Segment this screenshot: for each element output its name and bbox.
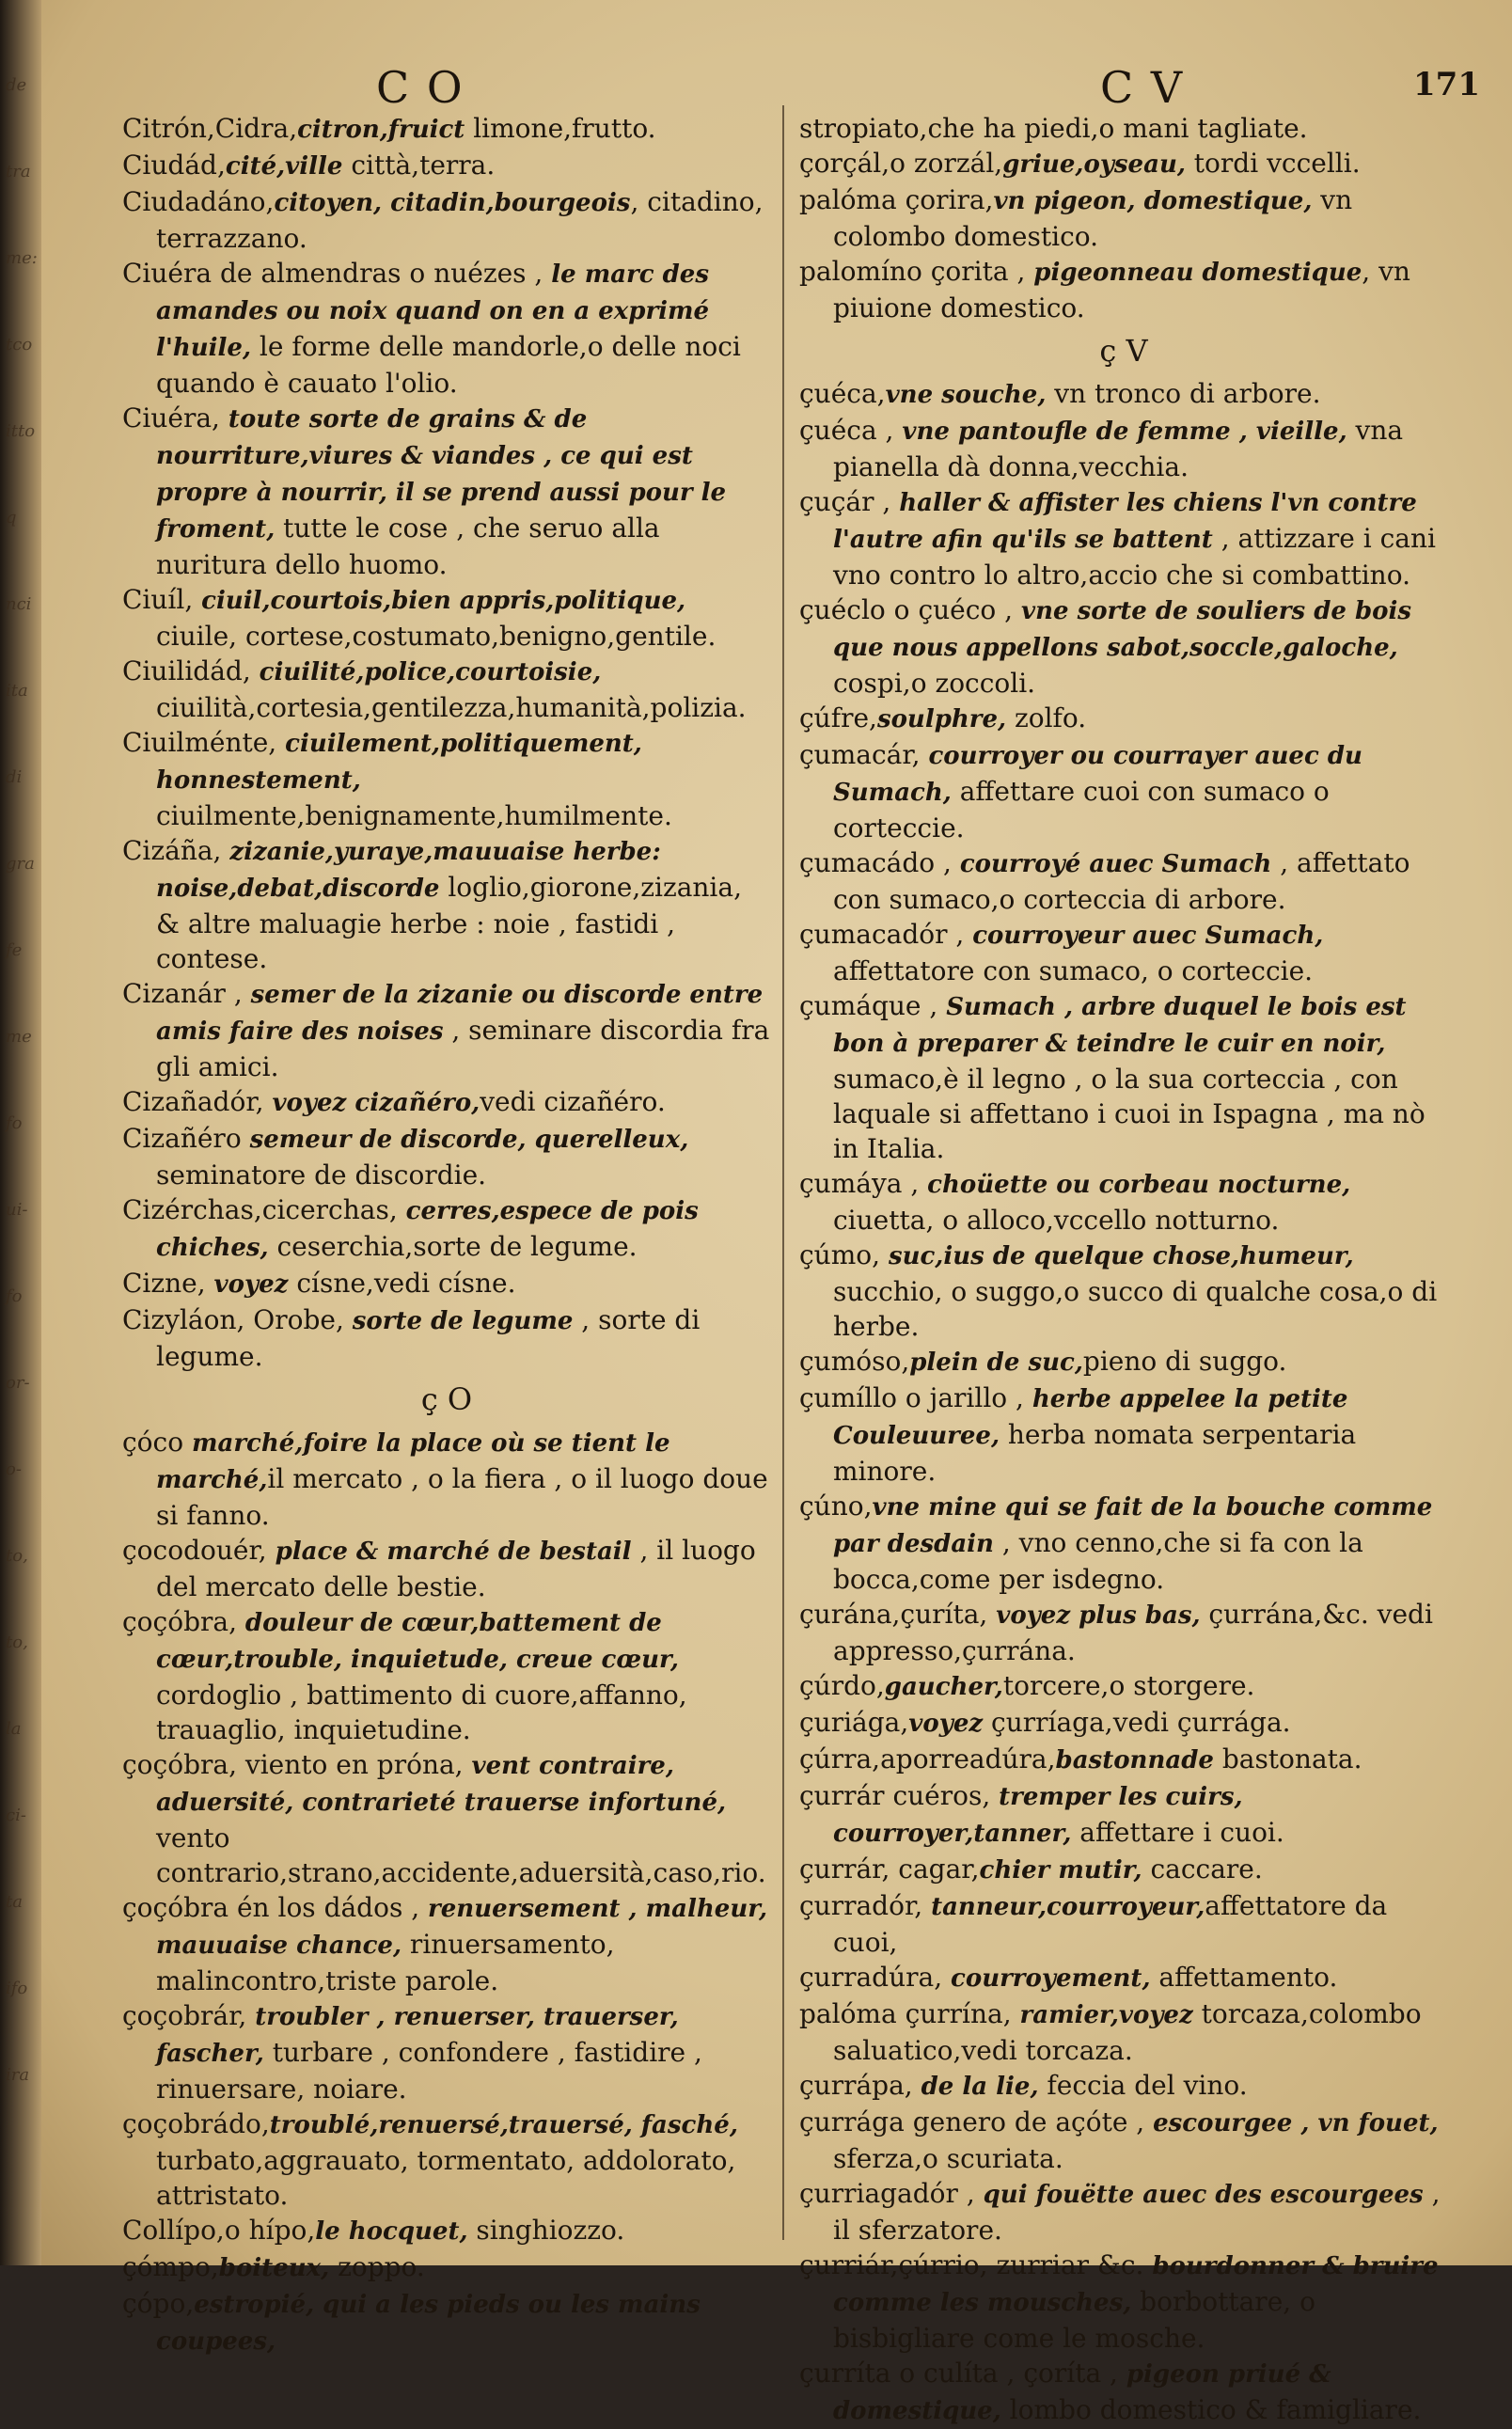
headword: çurradúra, [799,1962,952,1993]
dictionary-entry [122,184,771,256]
dictionary-entry [799,146,1448,182]
dictionary-entry [122,148,771,184]
french-gloss: qui fouëtte auec des escourgees [983,2181,1424,2209]
italian-gloss: vn tronco di arbore. [1046,378,1321,409]
dictionary-entry [799,1380,1448,1489]
headword: çurrápa, [799,2070,921,2101]
italian-gloss: lombo domestico & famigliare. [1000,2394,1422,2425]
italian-gloss: ciuetta, o alloco,vccello notturno. [833,1205,1280,1236]
french-gloss: toute sorte de grains & de nourriture,viures & viandes , ce qui est propre à nourrir, il se prend aussi pour le froment, [156,405,727,544]
italian-gloss: le forme delle mandorle,o delle noci quando è cauato l'olio. [156,331,741,399]
headword: çurriagadór , [799,2178,984,2209]
headword: çuçár , [799,486,900,517]
italian-gloss: , vno cenno,che si fa con la bocca,come per isdegno. [833,1527,1363,1595]
margin-fragment: ui- [6,1200,28,1220]
dictionary-entry [799,1996,1448,2068]
italian-gloss: cospi,o zoccoli. [833,668,1036,699]
margin-fragment: gra [6,854,35,874]
margin-fragment: tra [6,162,31,181]
headword: çumóso, [799,1346,910,1377]
french-gloss: courroyeur auec Sumach, [972,922,1324,950]
margin-fragment: la [6,1719,22,1739]
headword: çumáya , [799,1168,928,1199]
french-gloss: pigeonneau domestique [1033,259,1362,287]
french-gloss: estropié, qui a les pieds ou les mains coupees, [156,2291,701,2356]
dictionary-entry [799,111,1448,146]
french-gloss: suc,ius de quelque chose,humeur, [888,1242,1354,1270]
margin-fragment: me: [6,248,38,268]
dictionary-entry [799,2356,1448,2429]
italian-gloss: sferza,o scuriata. [833,2143,1063,2174]
french-gloss: ciuil,courtois,bien appris,politique, [201,587,686,615]
italian-gloss: zoppo. [329,2251,425,2282]
french-gloss: troublé,renuersé,trauersé, fasché, [269,2111,738,2139]
italian-gloss: il mercato , o la fiera , o il luogo doue si fanno. [156,1463,768,1531]
french-gloss: sorte de legume [352,1307,574,1335]
italian-gloss: ciuile, cortese,costumato,benigno,gentile. [156,621,717,652]
headword: çúfre, [799,702,877,733]
headword: çoçóbra, [122,1606,245,1637]
headword: çópo, [122,2288,195,2319]
headword: Citrón,Cidra, [122,113,298,144]
margin-fragment: fo [6,1286,23,1306]
italian-gloss: zolfo. [1006,702,1087,733]
italian-gloss: , vn piuione domestico. [833,256,1410,323]
italian-gloss: cordoglio , battimento di cuore,affanno, trauaglio, inquietudine. [156,1680,687,1745]
dictionary-entry [799,1852,1448,1888]
headword: çurrár cuéros, [799,1780,1000,1811]
french-gloss: vne pantoufle de femme , vieille, [902,418,1347,446]
italian-gloss: succhio, o suggo,o succo di qualche cosa,o di herbe. [833,1276,1438,1342]
headword: çurrága genero de açóte , [799,2106,1154,2137]
margin-fragment: to, [6,1546,28,1566]
italian-gloss: affettare cuoi con sumaco o corteccie. [833,776,1330,844]
headword: palóma çorira, [799,184,994,215]
page-number: 171 [1413,66,1480,103]
headword: Ciudadáno, [122,186,275,217]
section-heading: ç O [420,1381,473,1417]
italian-gloss: limone,frutto. [465,113,656,144]
dictionary-entry [122,401,771,582]
french-gloss: escourgee , vn fouet, [1153,2109,1439,2137]
italian-gloss: rinuersamento, malincontro,triste parole. [156,1929,615,1996]
dictionary-entry [799,413,1448,484]
italian-gloss: vedi cizañéro. [480,1086,666,1117]
margin-fragment: ira [6,2065,30,2085]
right-column [799,111,1448,2429]
headword: çuéca , [799,415,903,446]
dictionary-entry [799,376,1448,413]
headword: çuéca, [799,378,886,409]
section-heading: ç V [1099,333,1148,369]
italian-gloss: vna pianella dà donna,vecchia. [833,415,1404,482]
margin-fragment: ta [6,1892,23,1912]
headword: Cizañéro [122,1123,250,1154]
headword: Cizne, [122,1268,214,1299]
headword: çúno, [799,1491,873,1522]
french-gloss: choüette ou corbeau nocturne, [927,1171,1351,1199]
italian-gloss: císne,vedi císne. [288,1268,516,1299]
italian-gloss: città,terra. [342,150,496,181]
french-gloss: semer de la zizanie ou discorde entre amis faire des noises [156,981,764,1046]
headword: çorçál,o zorzál, [799,148,1003,179]
margin-fragment: ifo [6,1979,28,1998]
dictionary-entry [799,1597,1448,1668]
italian-gloss: stropiato,che ha piedi,o mani tagliate. [799,113,1308,144]
dictionary-entry [122,256,771,401]
french-gloss: courroyé auec Sumach [959,850,1272,878]
margin-fragment: o- [6,1459,22,1479]
margin-fragment: me [6,1027,32,1047]
headword: çoçóbra, viento en próna, [122,1749,472,1780]
left-column [122,111,771,2359]
dictionary-entry [799,1489,1448,1597]
dictionary-entry [799,737,1448,845]
french-gloss: ramier,voyez [1019,2001,1193,2029]
french-gloss: troubler , renuerser, trauerser, fascher, [156,2003,679,2068]
french-gloss: voyez cizañéro, [272,1089,480,1117]
french-gloss: voyez plus bas, [996,1601,1201,1630]
french-gloss: de la lie, [921,2073,1039,2101]
headword: palóma çurrína, [799,1998,1020,2029]
headword: Ciuilidád, [122,655,260,686]
french-gloss: vne mine qui se fait de la bouche comme par desdain [833,1493,1433,1558]
italian-gloss: affettare i cuoi. [1071,1817,1284,1848]
headword: çúrra,aporreadúra, [799,1743,1056,1774]
french-gloss: herbe appelee la petite Couleuuree, [833,1385,1348,1450]
dictionary-entry [799,182,1448,254]
french-gloss: courroyement, [951,1964,1151,1993]
french-gloss: vne sorte de souliers de bois que nous appellons sabot,soccle,galoche, [833,597,1412,662]
french-gloss: ciuilité,police,courtoisie, [259,658,602,686]
italian-gloss: seminatore de discordie. [156,1159,487,1191]
headword: çoçobrár, [122,2000,256,2031]
margin-fragment: tco [6,335,33,355]
italian-gloss: çurrána,&c. vedi appresso,çurrána. [833,1599,1433,1666]
margin-fragment: de [6,75,27,95]
dictionary-entry [799,484,1448,592]
dictionary-entry [122,582,771,654]
dictionary-entry [799,1778,1448,1852]
dictionary-entry [122,111,771,148]
dictionary-entry [799,701,1448,737]
french-gloss: courroyer ou courrayer auec du Sumach, [833,742,1362,807]
dictionary-entry [799,1705,1448,1742]
italian-gloss: vn colombo domestico. [833,184,1353,252]
french-gloss: citron,fruict [297,116,465,144]
dictionary-entry [799,917,1448,988]
french-gloss: gaucher, [884,1673,1003,1701]
italian-gloss: , il sferzatore. [833,2178,1441,2246]
italian-gloss: , citadino, terrazzano. [156,186,764,254]
italian-gloss: tordi vccelli. [1185,148,1361,179]
headword: çóco [122,1427,192,1458]
headword: Ciuíl, [122,584,202,615]
headword: çómpo, [122,2251,219,2282]
italian-gloss: , seminare discordia fra gli amici. [156,1015,770,1082]
italian-gloss: loglio,giorone,zizania, & altre maluagie herbe : noie , fastidi , contese. [156,872,742,974]
italian-gloss: , affettato con sumaco,o corteccia di arbore. [833,847,1410,915]
dictionary-entry [799,845,1448,917]
dictionary-entry [799,2068,1448,2105]
headword: çoçobrádo, [122,2108,270,2139]
running-head-left: C O [376,62,465,113]
headword: Cizérchas,cicerchas, [122,1194,406,1225]
dictionary-entry [799,1960,1448,1996]
italian-gloss: affettamento. [1150,1962,1338,1993]
italian-gloss: feccia del vino. [1038,2070,1248,2101]
italian-gloss: , sorte di legume. [156,1304,701,1372]
headword: çumíllo o jarillo , [799,1382,1032,1413]
headword: Cizañadór, [122,1086,273,1117]
french-gloss: plein de suc, [909,1349,1083,1377]
margin-fragment: to, [6,1632,28,1652]
italian-gloss: ceserchia,sorte de legume. [268,1231,638,1262]
french-gloss: semeur de discorde, querelleux, [249,1126,689,1154]
french-gloss: citoyen, citadin,bourgeois [274,189,631,217]
dictionary-entry [799,2105,1448,2176]
dictionary-entry [122,1533,771,1604]
headword: çúrdo, [799,1670,885,1701]
dictionary-entry [799,1668,1448,1705]
dictionary-entry [799,1344,1448,1380]
italian-gloss: singhiozzo. [467,2215,625,2246]
dictionary-entry [799,2248,1448,2356]
margin-fragment: fo [6,1113,23,1133]
headword: Ciuilménte, [122,727,286,758]
dictionary-entry [799,592,1448,701]
italian-gloss: sumaco,è il legno , o la sua corteccia , con laquale si affettano i cuoi in Ispagna , ma nò in Italia. [833,1064,1425,1164]
dictionary-entry [799,254,1448,325]
french-gloss: voyez [213,1270,289,1299]
french-gloss: zizanie,yuraye,mauuaise herbe: noise,debat,discorde [156,838,661,903]
french-gloss: bastonnade [1055,1746,1214,1774]
french-gloss: cerres,espece de pois chiches, [156,1197,699,1262]
headword: çurradór, [799,1890,932,1921]
dictionary-entry [122,976,771,1084]
dictionary-entry [122,2106,771,2213]
dictionary-entry [122,1890,771,1998]
headword: çoçóbra én los dádos , [122,1892,429,1923]
headword: palomíno çorita , [799,256,1034,287]
french-gloss: le hocquet, [315,2217,468,2246]
french-gloss: le marc des amandes ou noix quand on en a exprimé l'huile, [156,260,710,362]
headword: Collípo,o hípo, [122,2215,316,2246]
italian-gloss: herba nomata serpentaria minore. [833,1419,1357,1487]
margin-fragment: fe [6,940,23,960]
margin-fragment: nci [6,594,32,614]
dictionary-entry [122,654,771,725]
margin-fragment: or- [6,1373,30,1393]
french-gloss: soulphre, [876,705,1007,733]
previous-page-margin [6,75,43,2238]
italian-gloss: torcaza,colombo saluatico,vedi torcaza. [833,1998,1422,2066]
french-gloss: place & marché de bestail [275,1538,632,1566]
headword: çurána,çuríta, [799,1599,997,1630]
italian-gloss: turbato,aggrauato, tormentato, addolorato, attristato. [156,2145,736,2211]
dictionary-entry [122,1302,771,1374]
french-gloss: ciuilement,politiquement, honnestement, [156,730,642,795]
italian-gloss: , il luogo del mercato delle bestie. [156,1535,756,1602]
italian-gloss: çurríaga,vedi çurrága. [983,1707,1291,1738]
headword: çurríta o culíta , çoríta , [799,2358,1126,2389]
dictionary-entry [122,1998,771,2106]
headword: Ciuéra de almendras o nuézes , [122,258,552,289]
running-head-right: C V [1100,62,1185,113]
headword: Cizanár , [122,978,251,1009]
italian-gloss: affettatore con sumaco, o corteccie. [833,955,1314,986]
italian-gloss: borbottare, o bisbigliare come le mosche. [833,2286,1315,2354]
dictionary-entry [799,2176,1448,2248]
french-gloss: haller & affister les chiens l'vn contre l'autre afin qu'ils se battent [833,489,1417,554]
headword: Ciudád, [122,150,226,181]
dictionary-entry [799,1238,1448,1344]
dictionary-entry [122,1425,771,1533]
french-gloss: douleur de cœur,battement de cœur,trouble, inquietude, creue cœur, [156,1609,679,1674]
french-gloss: cité,ville [225,152,343,181]
dictionary-entry [799,1888,1448,1960]
french-gloss: pigeon priué & domestique, [833,2360,1331,2425]
margin-fragment: itto [6,421,36,441]
dictionary-entry [799,1166,1448,1238]
french-gloss: boiteux, [218,2254,330,2282]
french-gloss: renuersement , malheur, mauuaise chance, [156,1895,768,1960]
margin-fragment: ita [6,681,28,701]
dictionary-entry [122,1747,771,1890]
italian-gloss: ciuilmente,benignamente,humilmente. [156,800,672,831]
french-gloss: vne souche, [885,381,1047,409]
headword: çuéclo o çuéco , [799,594,1021,625]
headword: Ciuéra, [122,402,228,434]
french-gloss: marché,foire la place où se tient le marché, [156,1429,670,1494]
dictionary-entry [122,1266,771,1302]
dictionary-entry [122,1084,771,1121]
dictionary-entry [122,833,771,976]
french-gloss: bourdonner & bruire comme les mousches, [833,2252,1439,2317]
french-gloss: chier mutir, [979,1856,1142,1885]
italian-gloss: vento contrario,strano,accidente,aduersità,caso,rio. [156,1822,766,1888]
dictionary-entry [799,1742,1448,1778]
italian-gloss: bastonata. [1213,1743,1362,1774]
margin-fragment: di [6,767,23,787]
column-rule [782,105,784,2240]
dictionary-entry [122,1192,771,1266]
headword: çumacár, [799,739,929,770]
french-gloss: vent contraire, aduersité, contrarieté trauerse infortuné, [156,1752,727,1817]
italian-gloss: torcere,o storgere. [1002,1670,1255,1701]
headword: çocodouér, [122,1535,276,1566]
french-gloss: Sumach , arbre duquel le bois est bon à preparer & teindre le cuir en noir, [833,993,1407,1058]
headword: çuriága, [799,1707,909,1738]
dictionary-entry [122,1604,771,1747]
french-gloss: tremper les cuirs, courroyer,tanner, [833,1783,1243,1848]
margin-fragment: ci- [6,1806,26,1825]
italian-gloss: caccare. [1142,1853,1263,1885]
headword: çúmo, [799,1239,889,1270]
margin-fragment: q [6,508,17,528]
french-gloss: vn pigeon, domestique, [993,187,1313,215]
dictionary-entry [122,2286,771,2359]
dictionary-entry [122,725,771,833]
italian-gloss: tutte le cose , che seruo alla nuritura dello huomo. [156,513,660,580]
headword: Cizyláon, Orobe, [122,1304,353,1335]
dictionary-entry [122,2213,771,2249]
italian-gloss: ciuilità,cortesia,gentilezza,humanità,polizia. [156,692,747,723]
headword: çumacádo , [799,847,960,878]
headword: çurriár,çúrrio, zurriar &c. [799,2249,1153,2280]
headword: Cizáña, [122,835,230,866]
dictionary-entry [799,988,1448,1166]
italian-gloss: pieno di suggo. [1082,1346,1287,1377]
headword: çurrár, cagar, [799,1853,980,1885]
italian-gloss: affettatore da cuoi, [833,1890,1388,1958]
dictionary-entry [122,1121,771,1192]
headword: çumáque , [799,990,947,1021]
dictionary-entry [122,2249,771,2286]
headword: çumacadór , [799,919,973,950]
french-gloss: voyez [908,1710,984,1738]
italian-gloss: turbare , confondere , fastidire , rinuersare, noiare. [156,2037,702,2105]
french-gloss: griue,oyseau, [1002,150,1186,179]
french-gloss: tanneur,courroyeur, [931,1893,1205,1921]
italian-gloss: , attizzare i cani vno contro lo altro,accio che si combattino. [833,523,1436,591]
